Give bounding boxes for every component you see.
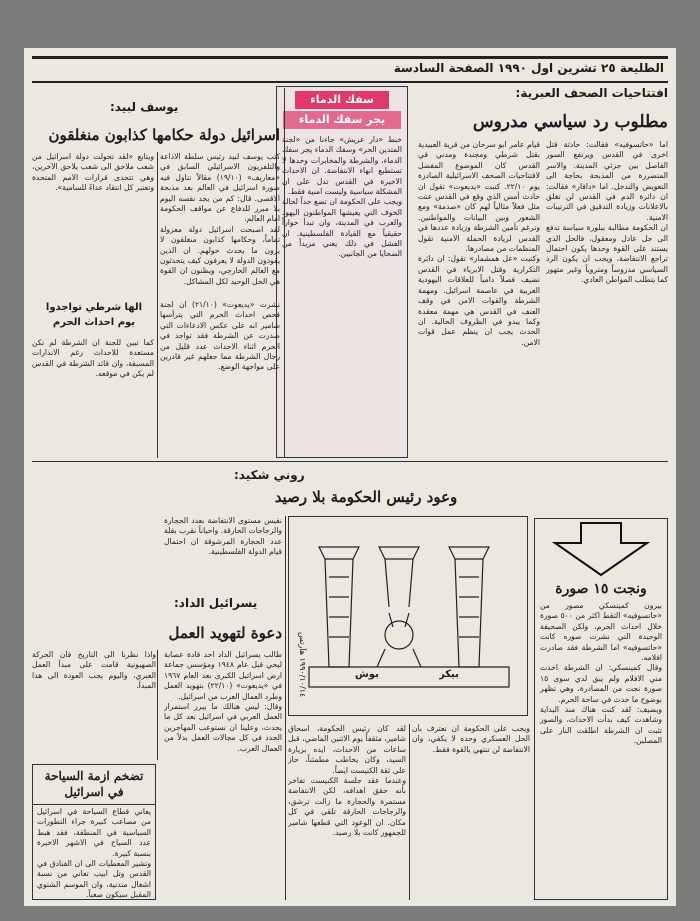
figure-head bbox=[385, 621, 413, 649]
article7-col1: لقد كان رئيس الحكومة، اسحاق شامير، مثقفاً يوم الاثنين الماضي، قبل ساعات من الاحداث، ايده بزيارة السيد، وكان يخاطب مطمئناً، حاز على ثقة الكنيست ايضاً. وعندما عقد جلسة الكنيست تفاخر بأنه حقق اهدافه، لكن الانتفاضة مستمرة والحجارة ما زالت ترشق، والزجاجات الحارقة تلقى في كل مكان. ان الوعود التي قطعها شامير للجمهور كانت بلا رصيد. bbox=[288, 724, 406, 838]
column-rule bbox=[409, 724, 410, 900]
article5-col2: واذا نظرنا الى التاريخ فان الحركة الصهيونية قامت على مبدأ العمل العبري، واليوم يجب العودة الى هذا المبدأ. bbox=[32, 650, 156, 691]
article3-col2: كما تبين للجنة ان الشرطة لم تكن مستعدة للاحداث رغم الانذارات المسبقة، وان قائد الشرطة في القدس لم يكن في موقعه. bbox=[32, 338, 154, 379]
column-rule bbox=[157, 152, 158, 458]
page-header: الطليعة ٢٥ تشرين اول ١٩٩٠ الصفحة السادسة bbox=[32, 56, 668, 83]
article3-col1: نشرت «يديعوت» (٢١/١٠) ان لجنة فحص احداث الحرم التي يترأسها شامير انه على عكس الادعاءات التي صدرت عن الشرطة فقد تواجد في الحرم اثناء الاحداث عدد قليل من رجال الشرطة مما جعلهم غير قادرين على مواجهة الوضع. bbox=[160, 300, 280, 372]
article5-headline: دعوة لتهويد العمل bbox=[168, 624, 282, 642]
column-right bbox=[455, 559, 483, 667]
section-divider bbox=[32, 461, 668, 462]
sidebar-subheading: يجر سفك الدماء bbox=[283, 111, 401, 129]
article8-headline: ونجت ١٥ صورة bbox=[555, 581, 647, 597]
down-arrow-icon bbox=[535, 519, 667, 579]
article7-col2: ويجب على الحكومة ان تعترف بأن الحل العسكري وحده لا يكفي، وان الانتفاضة لن تنتهي بالقوة فقط. bbox=[412, 724, 530, 754]
column-capital-mid bbox=[379, 547, 419, 559]
article2-col2: ويتابع «لقد تحولت دولة اسرائيل من شعب ملاحق الى شعب يلاحق الآخرين، وهي تتحدى قرارات الامم المتحدة وتعتبر كل انتقاد عداءً للسامية». bbox=[32, 152, 154, 193]
article5-byline: يسرائيل الداد: bbox=[174, 596, 258, 610]
article6-body: يعاني قطاع السياحة في اسرائيل من مصاعب كبيرة جراء التطورات السياسية في المنطقة، فقد هبط عدد السياح في الاشهر الاخيرة بنسبة كبيرة. وتشير المعطيات الى ان الفنادق في القدس وتل ابيب تعاني من نسبة اشغال متدنية، وان الموسم الشتوي المقبل سيكون صعباً. bbox=[37, 807, 151, 900]
cartoon-label-bush: بوش bbox=[355, 669, 379, 680]
article1-col2: اما «حاتسوفيه» فقالت: حادثة قتل اخرى في القدس ويرتفع السور الفاصل بين جزئي المدينة. والاسر المتضررة من المذبحة بحاجة الى التعويض والتدخل. اما «دافار» فقالت: ان دائرة الدم في القدس لن تغلق بالاعلانات وزيادة التدقيق في الترتيبات الامنية. ان الحكومة مطالبة ببلورة سياسة تدفع الى حل عادل ومعقول، فالحل الذي يستند على القوة وحدها يكون احتمال تراجع الانتفاضة، ويجب ان يكون الرد السياسي مدروساً ومتروياً وغير متهور كما يتطلب المواطن العادي. bbox=[546, 140, 668, 285]
cartoon-credit: ١٩٩٠/١٠/١٤ هآرتس bbox=[298, 631, 307, 697]
article2-headline: اسرائيل دولة حكامها كذابون منغلقون bbox=[48, 126, 280, 144]
column-rule bbox=[157, 650, 158, 760]
sidebar-box bbox=[276, 86, 408, 458]
article6-headline: تضخم ازمة السياحة في اسرائيل bbox=[33, 765, 155, 805]
article1-kicker: افتتاحيات الصحف العبرية: bbox=[515, 86, 668, 100]
column-rule bbox=[285, 516, 286, 900]
column-left bbox=[325, 559, 353, 667]
article4-body: نقيس مستوى الانتفاضة بعدد الحجارة والزجاجات الحارقة. واحياناً نقرب بقلة عدد الحجارة المرشوقة ان احتمال قيام الدولة الفلسطينية. bbox=[164, 516, 282, 557]
cartoon-drawing bbox=[289, 517, 527, 715]
article2-byline: يوسف لبيد: bbox=[110, 100, 179, 114]
article6-box bbox=[32, 764, 156, 900]
column-capital-left bbox=[319, 547, 359, 559]
column-rule bbox=[284, 88, 285, 458]
sidebar-text: خبط «دار عريش» جاءنا من «لجنة المتدين الحر» وسفك الدماء يجر سفك الدماء، والشرطة والمخابرات وحدها لا تستطيع انهاء الانتفاضة. ان الاحداث الاخيرة في القدس تدل على ان المشكلة سياسية وليست امنية فقط. ويجب على الحكومة ان تضع حداً لحالة الخوف التي يعيشها المواطنون اليهود والعرب في المدينة، وان تبدأ حواراً حقيقياً مع القيادة الفلسطينية. ان الفشل في ذلك يعني مزيداً من الضحايا من الجانبين. bbox=[282, 135, 402, 259]
article1-col1: قيام عامر ابو سرحان من قرية العبيدية بقتل شرطي ومجندة ومدني في القدس كان الموضوع المفضل لافتتاحيات الصحف الاسرائيلية الصادرة يوم ٢٢/١٠. كتبت «يديعوت» تقول ان حادث أمس الذي وقع في القدس عنت مثل فعلاً مثالياً لهم كان «صدمة» ومع الشعور وبين البيانات والمواطنين. وترغم تأمين الشرطة وزيادة عددها في القدس لزيادة الحملة الامنية تقول المنظمات من مصادرها. وكتبت «عل همشمار» تقول: ان دائرة التكرارية وقتل الابرياء في القدس تضيف فصلاً دامياً للعلاقات اليهودية العربية في عاصمة اسرائيل. ومهمة الشرطة والقوات الامن في وقف العنف في القدس هي مهمة معقدة وكما يبدو في الظروف الحالية. ان الحدث يجب ان ينظم عمل قوات الامن. bbox=[418, 140, 540, 347]
cartoon-label-baker: بيكر bbox=[439, 669, 459, 680]
article2-col1: كتب يوسف لبيد رئيس سلطة الاذاعة والتلفزيون الاسرائيلي السابق في «معاريف» (١٩/١٠) مقالاً تناول فيه صورة اسرائيل في العالم بعد مذبحة الاقصى. قال: كم من يجد نفسه اليوم بلا مبرر للدفاع عن مواقف الحكومة امام العالم. لقد اصبحت اسرائيل دولة معزولة تماماً، وحكامها كذابون منغلقون لا يرون ما يحدث حولهم. ان الذين يقودون الدولة لا يعرفون كيف يتحدثون مع العالم الخارجي، ويظنون ان القوة هي الحل الوحيد لكل المشاكل. bbox=[160, 152, 280, 286]
article8-body: بيرون كمينسكي مصور من «حاتسوفيه» التقط اكثر من ٥٠٠ صورة خلال احداث الحرم، ولكن الصحيفة الوحيدة التي نشرت صوره كانت «حاتسوفيه» اما الشرطة فقد صادرت افلامه. وقال كمينسكي: ان الشرطة اخذت مني الافلام ولم يبق لدي سوى ١٥ صورة نجت من المصادرة، وهي تظهر بوضوح ما حدث في ساحة الحرم. ويضيف: لقد كنت هناك منذ البداية وشاهدت كيف بدأت الاحداث، والصور تثبت ان الشرطة اطلقت النار على المصلين. bbox=[540, 601, 662, 746]
cartoon bbox=[288, 516, 528, 716]
article3-title: الها شرطي تواجدوا يوم احداث الحرم bbox=[45, 302, 143, 328]
article4-headline: وعود رئيس الحكومة بلا رصيد bbox=[274, 488, 458, 506]
sidebar-heading: سفك الدماء bbox=[295, 91, 389, 109]
article5-col1: طالب يسرائيل الداد احد قادة عصابة ليحي قبل عام ١٩٤٨ ومؤسس جماعة ارض اسرائيل الكبرى بعد العام ١٩٦٧ في «يديعوت» (٢٢/١٠) بتهويد العمل وطرد العمال العرب من اسرائيل. وقال: ليس هنالك ما يبرر استمرار العمل العربي في اسرائيل بعد كل ما يحدث، وعلينا ان نستوعب المهاجرين الجدد في كل مجالات العمل بدلاً من العمال العرب. bbox=[164, 650, 282, 753]
article1-headline: مطلوب رد سياسي مدروس bbox=[472, 112, 668, 132]
column-mid bbox=[385, 559, 413, 607]
newspaper-page bbox=[24, 48, 676, 906]
cartoon-base bbox=[309, 667, 509, 687]
column-capital-right bbox=[449, 547, 489, 559]
article4-byline: روني شكيد: bbox=[234, 468, 305, 482]
article8-box bbox=[534, 518, 668, 900]
